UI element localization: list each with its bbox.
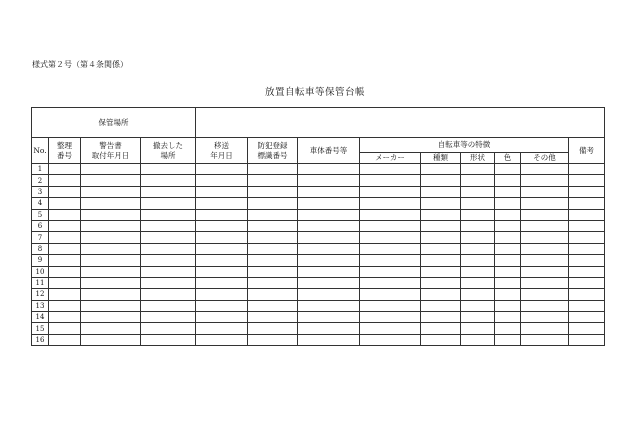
shurui-cell[interactable] xyxy=(421,266,461,277)
bikou-cell[interactable] xyxy=(569,255,605,266)
bikou-cell[interactable] xyxy=(569,334,605,345)
bikou-cell[interactable] xyxy=(569,186,605,197)
seiri-cell[interactable] xyxy=(49,334,81,345)
header-iro: 色 xyxy=(495,153,521,164)
storage-place-value[interactable] xyxy=(196,108,605,138)
iro-cell[interactable] xyxy=(495,198,521,209)
tekkyo-cell[interactable] xyxy=(141,220,196,231)
keikoku-cell[interactable] xyxy=(81,198,141,209)
row-number: 7 xyxy=(32,232,49,243)
bouhan-cell[interactable] xyxy=(248,220,298,231)
maker-cell[interactable] xyxy=(360,209,421,220)
iro-cell[interactable] xyxy=(495,209,521,220)
row-number: 4 xyxy=(32,198,49,209)
sonota-cell[interactable] xyxy=(521,300,569,311)
row-number: 9 xyxy=(32,255,49,266)
keijou-cell[interactable] xyxy=(461,186,495,197)
sonota-cell[interactable] xyxy=(521,243,569,254)
seiri-cell[interactable] xyxy=(49,243,81,254)
bikou-cell[interactable] xyxy=(569,266,605,277)
table-row xyxy=(32,334,605,345)
iro-cell[interactable] xyxy=(495,300,521,311)
shatai-cell[interactable] xyxy=(298,300,360,311)
isou-cell[interactable] xyxy=(196,198,248,209)
maker-cell[interactable] xyxy=(360,277,421,288)
keikoku-cell[interactable] xyxy=(81,300,141,311)
storage-ledger-table xyxy=(31,107,605,346)
shurui-cell[interactable] xyxy=(421,198,461,209)
tekkyo-cell[interactable] xyxy=(141,289,196,300)
bikou-cell[interactable] xyxy=(569,300,605,311)
bikou-cell[interactable] xyxy=(569,323,605,334)
shurui-cell[interactable] xyxy=(421,186,461,197)
maker-cell[interactable] xyxy=(360,255,421,266)
sonota-cell[interactable] xyxy=(521,289,569,300)
bikou-cell[interactable] xyxy=(569,209,605,220)
shatai-cell[interactable] xyxy=(298,312,360,323)
tekkyo-cell[interactable] xyxy=(141,334,196,345)
sonota-cell[interactable] xyxy=(521,266,569,277)
shurui-cell[interactable] xyxy=(421,209,461,220)
header-tekkyo-basho xyxy=(141,138,196,164)
header-bikou: 備考 xyxy=(569,138,605,164)
table-row xyxy=(32,255,605,266)
header-tekkyo-line1: 撤去した xyxy=(153,140,183,150)
seiri-cell[interactable] xyxy=(49,266,81,277)
shatai-cell[interactable] xyxy=(298,220,360,231)
header-sonota: その他 xyxy=(521,153,569,164)
table-row xyxy=(32,300,605,311)
tekkyo-cell[interactable] xyxy=(141,266,196,277)
seiri-cell[interactable] xyxy=(49,289,81,300)
row-number: 8 xyxy=(32,243,49,254)
bouhan-cell[interactable] xyxy=(248,323,298,334)
bouhan-cell[interactable] xyxy=(248,266,298,277)
shatai-cell[interactable] xyxy=(298,255,360,266)
table-row xyxy=(32,232,605,243)
tekkyo-cell[interactable] xyxy=(141,164,196,175)
header-keikoku-line1: 警告書 xyxy=(99,140,122,150)
seiri-cell[interactable] xyxy=(49,312,81,323)
seiri-cell[interactable] xyxy=(49,198,81,209)
maker-cell[interactable] xyxy=(360,243,421,254)
sonota-cell[interactable] xyxy=(521,164,569,175)
tekkyo-cell[interactable] xyxy=(141,312,196,323)
maker-cell[interactable] xyxy=(360,289,421,300)
shatai-cell[interactable] xyxy=(298,232,360,243)
header-keijou: 形状 xyxy=(461,153,495,164)
keijou-cell[interactable] xyxy=(461,300,495,311)
keikoku-cell[interactable] xyxy=(81,232,141,243)
bikou-cell[interactable] xyxy=(569,289,605,300)
shatai-cell[interactable] xyxy=(298,334,360,345)
keikoku-cell[interactable] xyxy=(81,289,141,300)
sonota-cell[interactable] xyxy=(521,198,569,209)
keikoku-cell[interactable] xyxy=(81,220,141,231)
seiri-cell[interactable] xyxy=(49,300,81,311)
iro-cell[interactable] xyxy=(495,289,521,300)
isou-cell[interactable] xyxy=(196,175,248,186)
seiri-cell[interactable] xyxy=(49,186,81,197)
table-row xyxy=(32,198,605,209)
isou-cell[interactable] xyxy=(196,323,248,334)
sonota-cell[interactable] xyxy=(521,255,569,266)
bikou-cell[interactable] xyxy=(569,243,605,254)
seiri-cell[interactable] xyxy=(49,232,81,243)
header-bouhan-line2: 標識番号 xyxy=(257,150,288,160)
sonota-cell[interactable] xyxy=(521,209,569,220)
seiri-cell[interactable] xyxy=(49,255,81,266)
shurui-cell[interactable] xyxy=(421,323,461,334)
keijou-cell[interactable] xyxy=(461,243,495,254)
maker-cell[interactable] xyxy=(360,312,421,323)
document-title: 放置自転車等保管台帳 xyxy=(264,87,365,98)
keijou-cell[interactable] xyxy=(461,209,495,220)
shurui-cell[interactable] xyxy=(421,255,461,266)
isou-cell[interactable] xyxy=(196,334,248,345)
header-isou-line1: 移送 xyxy=(214,140,229,150)
header-isou-line2: 年月日 xyxy=(210,150,233,160)
table-row xyxy=(32,266,605,277)
iro-cell[interactable] xyxy=(495,243,521,254)
keikoku-cell[interactable] xyxy=(81,266,141,277)
maker-cell[interactable] xyxy=(360,323,421,334)
keijou-cell[interactable] xyxy=(461,220,495,231)
table-row xyxy=(32,164,605,175)
bouhan-cell[interactable] xyxy=(248,232,298,243)
table-row xyxy=(32,277,605,288)
bouhan-cell[interactable] xyxy=(248,277,298,288)
iro-cell[interactable] xyxy=(495,186,521,197)
maker-cell[interactable] xyxy=(360,266,421,277)
isou-cell[interactable] xyxy=(196,289,248,300)
isou-cell[interactable] xyxy=(196,186,248,197)
tekkyo-cell[interactable] xyxy=(141,209,196,220)
iro-cell[interactable] xyxy=(495,334,521,345)
keijou-cell[interactable] xyxy=(461,266,495,277)
seiri-cell[interactable] xyxy=(49,220,81,231)
bouhan-cell[interactable] xyxy=(248,334,298,345)
header-row-1 xyxy=(32,138,605,153)
maker-cell[interactable] xyxy=(360,220,421,231)
keikoku-cell[interactable] xyxy=(81,164,141,175)
form-number-label: 様式第２号（第４条関係） xyxy=(32,60,128,69)
bikou-cell[interactable] xyxy=(569,220,605,231)
isou-cell[interactable] xyxy=(196,312,248,323)
iro-cell[interactable] xyxy=(495,175,521,186)
header-keikokusho xyxy=(81,138,141,164)
bouhan-cell[interactable] xyxy=(248,255,298,266)
shatai-cell[interactable] xyxy=(298,243,360,254)
isou-cell[interactable] xyxy=(196,164,248,175)
sonota-cell[interactable] xyxy=(521,186,569,197)
row-number: 6 xyxy=(32,220,49,231)
shatai-cell[interactable] xyxy=(298,175,360,186)
sonota-cell[interactable] xyxy=(521,334,569,345)
header-isou-date xyxy=(196,138,248,164)
row-number: 5 xyxy=(32,209,49,220)
header-seiri-bangou xyxy=(49,138,81,164)
keijou-cell[interactable] xyxy=(461,334,495,345)
shatai-cell[interactable] xyxy=(298,209,360,220)
maker-cell[interactable] xyxy=(360,198,421,209)
bouhan-cell[interactable] xyxy=(248,186,298,197)
table-row xyxy=(32,289,605,300)
shurui-cell[interactable] xyxy=(421,175,461,186)
iro-cell[interactable] xyxy=(495,323,521,334)
keikoku-cell[interactable] xyxy=(81,277,141,288)
iro-cell[interactable] xyxy=(495,312,521,323)
tekkyo-cell[interactable] xyxy=(141,277,196,288)
maker-cell[interactable] xyxy=(360,232,421,243)
isou-cell[interactable] xyxy=(196,232,248,243)
maker-cell[interactable] xyxy=(360,334,421,345)
maker-cell[interactable] xyxy=(360,175,421,186)
table-row xyxy=(32,323,605,334)
sonota-cell[interactable] xyxy=(521,175,569,186)
storage-place-row xyxy=(32,108,605,138)
ledger-body xyxy=(32,164,605,346)
shurui-cell[interactable] xyxy=(421,220,461,231)
bikou-cell[interactable] xyxy=(569,198,605,209)
keijou-cell[interactable] xyxy=(461,198,495,209)
row-number: 3 xyxy=(32,186,49,197)
iro-cell[interactable] xyxy=(495,255,521,266)
bikou-cell[interactable] xyxy=(569,277,605,288)
shatai-cell[interactable] xyxy=(298,164,360,175)
maker-cell[interactable] xyxy=(360,164,421,175)
shatai-cell[interactable] xyxy=(298,186,360,197)
row-number: 1 xyxy=(32,164,49,175)
shatai-cell[interactable] xyxy=(298,289,360,300)
table-row xyxy=(32,243,605,254)
tekkyo-cell[interactable] xyxy=(141,198,196,209)
bouhan-cell[interactable] xyxy=(248,164,298,175)
bouhan-cell[interactable] xyxy=(248,198,298,209)
tekkyo-cell[interactable] xyxy=(141,175,196,186)
shurui-cell[interactable] xyxy=(421,300,461,311)
shatai-cell[interactable] xyxy=(298,277,360,288)
keijou-cell[interactable] xyxy=(461,277,495,288)
keikoku-cell[interactable] xyxy=(81,186,141,197)
tekkyo-cell[interactable] xyxy=(141,232,196,243)
shatai-cell[interactable] xyxy=(298,266,360,277)
shurui-cell[interactable] xyxy=(421,164,461,175)
row-number: 12 xyxy=(32,289,49,300)
header-keikoku-line2: 取付年月日 xyxy=(91,150,130,160)
row-number: 13 xyxy=(32,300,49,311)
keikoku-cell[interactable] xyxy=(81,334,141,345)
header-bouhan-touroku xyxy=(248,138,298,164)
keijou-cell[interactable] xyxy=(461,164,495,175)
keikoku-cell[interactable] xyxy=(81,175,141,186)
keikoku-cell[interactable] xyxy=(81,323,141,334)
header-shatai-bangou: 車体番号等 xyxy=(298,138,360,164)
keijou-cell[interactable] xyxy=(461,323,495,334)
row-number: 10 xyxy=(32,266,49,277)
seiri-cell[interactable] xyxy=(49,175,81,186)
header-seiri-line1: 整理 xyxy=(57,140,72,150)
maker-cell[interactable] xyxy=(360,186,421,197)
row-number: 15 xyxy=(32,323,49,334)
bouhan-cell[interactable] xyxy=(248,289,298,300)
header-tekkyo-line2: 場所 xyxy=(160,150,176,160)
shurui-cell[interactable] xyxy=(421,243,461,254)
isou-cell[interactable] xyxy=(196,220,248,231)
seiri-cell[interactable] xyxy=(49,323,81,334)
shatai-cell[interactable] xyxy=(298,323,360,334)
shatai-cell[interactable] xyxy=(298,198,360,209)
keijou-cell[interactable] xyxy=(461,232,495,243)
isou-cell[interactable] xyxy=(196,277,248,288)
bouhan-cell[interactable] xyxy=(248,243,298,254)
sonota-cell[interactable] xyxy=(521,312,569,323)
bouhan-cell[interactable] xyxy=(248,209,298,220)
sonota-cell[interactable] xyxy=(521,232,569,243)
header-shurui: 種類 xyxy=(421,153,461,164)
row-number: 2 xyxy=(32,175,49,186)
keijou-cell[interactable] xyxy=(461,312,495,323)
header-features-group: 自転車等の特徴 xyxy=(360,138,569,153)
bikou-cell[interactable] xyxy=(569,312,605,323)
table-row xyxy=(32,312,605,323)
bouhan-cell[interactable] xyxy=(248,312,298,323)
keijou-cell[interactable] xyxy=(461,255,495,266)
shurui-cell[interactable] xyxy=(421,277,461,288)
isou-cell[interactable] xyxy=(196,255,248,266)
iro-cell[interactable] xyxy=(495,220,521,231)
maker-cell[interactable] xyxy=(360,300,421,311)
seiri-cell[interactable] xyxy=(49,209,81,220)
header-maker: メーカー xyxy=(360,153,421,164)
tekkyo-cell[interactable] xyxy=(141,186,196,197)
isou-cell[interactable] xyxy=(196,243,248,254)
row-number: 14 xyxy=(32,312,49,323)
iro-cell[interactable] xyxy=(495,277,521,288)
table-row xyxy=(32,186,605,197)
sonota-cell[interactable] xyxy=(521,323,569,334)
keikoku-cell[interactable] xyxy=(81,255,141,266)
storage-place-label: 保管場所 xyxy=(32,108,196,138)
tekkyo-cell[interactable] xyxy=(141,255,196,266)
row-number: 11 xyxy=(32,277,49,288)
table-row xyxy=(32,220,605,231)
keikoku-cell[interactable] xyxy=(81,209,141,220)
keijou-cell[interactable] xyxy=(461,175,495,186)
bikou-cell[interactable] xyxy=(569,164,605,175)
bikou-cell[interactable] xyxy=(569,175,605,186)
keijou-cell[interactable] xyxy=(461,289,495,300)
seiri-cell[interactable] xyxy=(49,277,81,288)
tekkyo-cell[interactable] xyxy=(141,243,196,254)
sonota-cell[interactable] xyxy=(521,220,569,231)
shurui-cell[interactable] xyxy=(421,289,461,300)
shurui-cell[interactable] xyxy=(421,334,461,345)
keikoku-cell[interactable] xyxy=(81,243,141,254)
tekkyo-cell[interactable] xyxy=(141,300,196,311)
seiri-cell[interactable] xyxy=(49,164,81,175)
keikoku-cell[interactable] xyxy=(81,312,141,323)
isou-cell[interactable] xyxy=(196,266,248,277)
header-seiri-line2: 番号 xyxy=(57,150,72,160)
bouhan-cell[interactable] xyxy=(248,300,298,311)
tekkyo-cell[interactable] xyxy=(141,323,196,334)
shurui-cell[interactable] xyxy=(421,232,461,243)
header-no: No. xyxy=(32,138,49,164)
isou-cell[interactable] xyxy=(196,209,248,220)
header-bouhan-line1: 防犯登録 xyxy=(257,140,288,150)
bikou-cell[interactable] xyxy=(569,232,605,243)
bouhan-cell[interactable] xyxy=(248,175,298,186)
table-row xyxy=(32,175,605,186)
iro-cell[interactable] xyxy=(495,232,521,243)
sonota-cell[interactable] xyxy=(521,277,569,288)
row-number: 16 xyxy=(32,334,49,345)
shurui-cell[interactable] xyxy=(421,312,461,323)
table-row xyxy=(32,209,605,220)
iro-cell[interactable] xyxy=(495,266,521,277)
iro-cell[interactable] xyxy=(495,164,521,175)
isou-cell[interactable] xyxy=(196,300,248,311)
